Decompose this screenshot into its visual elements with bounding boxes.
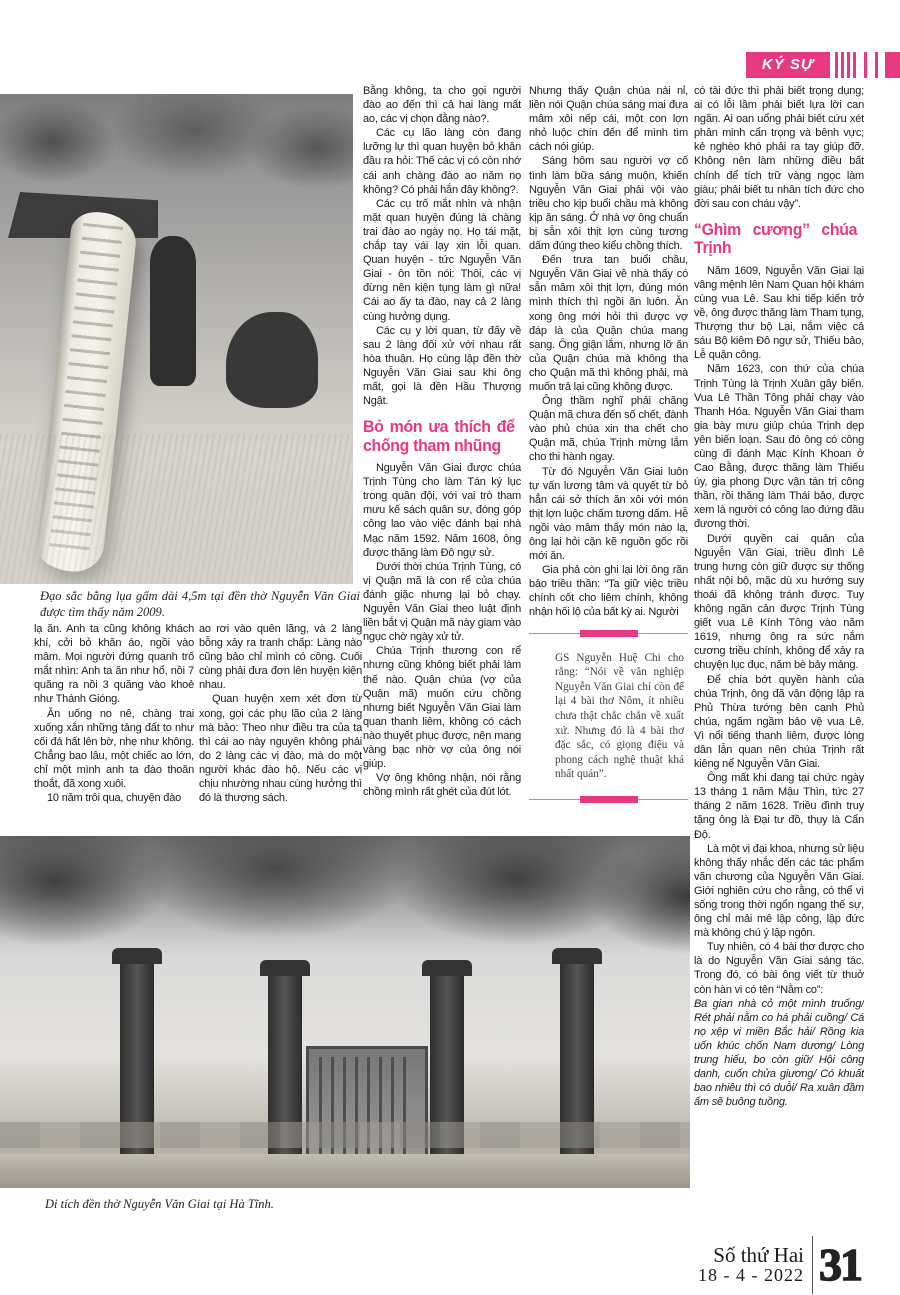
body-paragraph: Tuy nhiên, có 4 bài thơ được cho là do Nguyễn Văn Giai sáng tác. Trong đó, có bài ông viết từ thuở còn hàn vi có tên “Nằm co”: [694,941,864,996]
pillar-cap [112,948,162,964]
photo-crouching-man [226,312,318,408]
body-paragraph: Gia phả còn ghi lại lời ông răn bảo triều thần: “Ta giữ việc triều chính cốt cho liêm chính, không nhận hối lộ của bất kỳ ai. Người [529,564,688,619]
stripe [875,52,878,78]
body-paragraph: 10 năm trôi qua, chuyện đào [47,792,182,805]
body-paragraph: có tài đức thì phải biết trọng dụng; ai có lỗi lầm phải biết lựa lời can ngăn. Ai oan uổng phải biết cứu xét phân minh cẩn trọng và bênh vực; kẻ nghèo khó phải ra tay giúp đỡ. Không nên làm những điều bất chính để tích trữ vàng ngọc làm giàu; phải biết tu nhân tích đức cho đời sau con cháu vậy”. [694,85,864,210]
section-tag: KÝ SỰ [746,52,830,78]
issue-day: Số thứ Hai [713,1243,804,1268]
body-paragraph: Chúa Trịnh thương con rể nhưng cũng không biết phải làm thế nào. Quận chúa (vợ của Quận mã) muốn cứu chồng nhưng biết Nguyễn Văn Giai làm quan thanh liêm, không có cách nào thuyết phục được, nên mang vàng bạc nhờ vợ của ông nói giúp. [363,645,521,771]
body-paragraph: Bằng không, ta cho gọi người đào ao đến thì cả hai làng mất ao, các vị chọn đằng nào?. [363,85,521,126]
temple-wall [0,1122,690,1148]
subheading-bo-mon-ua-thich: Bỏ món ưa thích để chống tham nhũng [363,418,515,455]
body-paragraph: Các cụ lão làng còn đang lưỡng lự thì quan huyện bỏ khăn đầu ra hỏi: Thế các vị có còn nhớ cái anh chàng đào ao năm nọ không? Có phải hắn đây không?. [363,127,521,196]
stripe [835,52,838,78]
body-paragraph: Là một vị đại khoa, nhưng sử liệu không thấy nhắc đến các tác phẩm văn chương của Nguyễn Văn Giai. Giới nghiên cứu cho rằng, có thể vì sống trong thời ngổn ngang thế sự, ông chỉ mải mê lập công, lập đức mà không chú ý lập ngôn. [694,842,864,940]
kicker-stripes-decoration [835,52,881,78]
page-footer [698,1236,861,1294]
body-paragraph: Các cụ y lời quan, từ đấy về sau 2 làng đối xử với nhau rất hòa thuận. Họ cùng lập đền thờ Nguyễn Văn Giai sau khi ông mất, gọi là đền Hầu Thượng Ngật. [363,324,521,408]
text-column-5 [694,84,864,1232]
pillar-cap [422,960,472,976]
kicker-end-block [885,52,900,78]
body-paragraph: Quan huyện xem xét đơn từ xong, gọi các phụ lão của 2 làng mà bảo: Theo như điều tra của ta thì cái ao này nguyên không phải do 2 làng các vị đào, mà do một người khác đào hộ. Nếu các vị chịu nhường nhau cùng hưởng thì đó là thượng sách. [199,693,362,805]
body-paragraph: Dưới quyền cai quản của Nguyễn Văn Giai, triều đình Lê trung hưng còn giữ được sự thống nhất nội bộ, mặc dù xu hướng suy thoái đã không tránh được. Tuy không ngăn cản được Trịnh Tùng giết vua Lê Kính Tông vào năm 1619, nhưng ông ra sức nắm cương triều chính, không để xảy ra chuyện lục đục, năm bè bảy mảng. [694,532,864,672]
rule-accent [580,630,638,637]
photo-ground [0,1154,690,1188]
text-column-left-a [34,622,194,834]
rule-accent [580,796,638,803]
text-column-3 [363,84,521,832]
body-paragraph: Ông mất khi đang tại chức ngày 13 tháng 1 năm Mậu Thìn, tức 27 tháng 2 năm 1628. Triều đình truy tặng ông là Đại tư đồ, thụy là Cẩn Độ. [694,772,864,841]
page-number: 31 [819,1239,861,1290]
issue-info [698,1244,812,1286]
body-paragraph: Dưới thời chúa Trịnh Tùng, có vị Quận mã là con rể của chúa đánh giặc nhưng lại bỏ chạy. Nguyễn Văn Giai theo luật định liền bắt vị Quận mã này giam vào ngục chờ ngày xử tử. [363,560,521,644]
body-paragraph: Nhưng thấy Quận chúa nài nỉ, liền nói Quận chúa sáng mai đưa mâm xôi nếp cái, một con lợn nhỏ luộc chín đến để mình tìm cách nói giúp. [529,85,688,154]
pull-quote-box [529,630,688,803]
body-paragraph: Các cụ trố mắt nhìn và nhận mặt quan huyện đúng là chàng trai đào ao ngày nọ. Họ tái mặt, chắp tay vái lạy xin lỗi quan. Quan huyện - tức Nguyễn Văn Giai - ôn tồn nói: Thôi, các vị đừng nên kiện tụng làm gì nữa! Cái ao ấy ta đào, nay cả 2 làng cùng hưởng dụng. [363,197,521,323]
body-paragraph: Ăn uống no nê, chàng trai xuống xắn những tảng đất to như cối đá hất lên bờ, nhẹ như không. Chẳng bao lâu, một chiếc ao lớn, chỉ một mình anh ta đào thoăn thoắt, đã xong xuôi. [34,707,194,791]
body-paragraph: Nguyễn Văn Giai được chúa Trịnh Tùng cho làm Tán ký lục trong quân đội, với vai trò tham mưu kế sách quân sự, đóng góp công lao vào việc đánh bại nhà Mạc năm 1592. Năm 1608, ông được thăng làm Đô ngự sử. [363,462,521,559]
stripe [853,52,856,78]
photo-temple-gate [0,836,690,1188]
poem-nam-co: Ba gian nhà cỏ một mình truống/ Rét phải nằm co há phải cuồng/ Cá nọ xệp vi miền Bắc hải/ Rồng kia uốn khúc chốn Nam dương/ Lòng trung hiếu, bo còn giữ/ Hội công danh, cuốn chửa giương/ Có khuất bao nhiêu thì có duỗi/ Ra xuân đầm ấm sẽ buông tuồng. [694,997,864,1109]
stripe [841,52,844,78]
body-paragraph: Năm 1623, con thứ của chúa Trịnh Tùng là Trịnh Xuân gây biến. Vua Lê Thần Tông phải chạy vào Thanh Hóa. Nguyễn Văn Giai tham gia bày mưu giúp chúa Trịnh dẹp yên biến loạn. Sau đó ông có công cùng đi đánh Mạc Kính Khoan ở Cao Bằng, được thăng làm Thiếu úy, gia phong Dực vận tán trị công thần, rồi thăng làm Thái bảo, được xem là người có công lao đứng đầu đương thời. [694,363,864,531]
body-paragraph: ao rơi vào quên lãng, và 2 làng bỗng xảy ra tranh chấp: Làng nào cũng bảo chỉ mình có công. Cuối cùng phải đưa đơn lên huyện kiện nhau. [199,623,362,692]
body-paragraph: Đến trưa tan buổi chầu, Nguyễn Văn Giai về nhà thấy có sẵn mâm xôi thịt lợn, đúng món mình thích thì ngồi ăn luôn. Ăn xong ông mới hỏi thì được vợ đáp là của Quận chúa mang sang. Ông giận lắm, nhưng lỡ ăn của Quận chúa mà không tha cho Quận mã thì không phải, mà muốn trả lại cũng không được. [529,254,688,393]
subheading-ghim-cuong-chua-trinh: “Ghìm cương” chúa Trịnh [694,220,858,258]
body-paragraph: lạ ăn. Anh ta cũng không khách khí, cởi bỏ khăn áo, ngồi vào mâm. Mọi người đứng quanh trố mắt nhìn: Anh ta ăn như hổ, nồi 7 quăng ra nồi 3 quăng vào khoẻ như Thánh Gióng. [34,623,194,706]
body-paragraph: Năm 1609, Nguyễn Văn Giai lại vâng mệnh lên Nam Quan hội khám cùng vua Lê. Sau khi tiếp kiến trở về, ông được thăng làm Tham tụng, Thượng thư bộ Lại, nắm việc cả sáu Bộ kiêm Đô ngự sử, Thiếu bảo, Lễ quận công. [694,264,864,362]
photo-silk-decree-scroll [0,94,353,584]
body-paragraph: Từ đó Nguyễn Văn Giai luôn tự vấn lương tâm và quyết từ bỏ hẳn cái sở thích ăn xôi với món thịt lợn luộc chấm tương dấm. Hễ ngồi vào mâm thấy món nào lạ, ông lại hỏi cặn kẽ nguồn gốc rồi mới ăn. [529,465,688,563]
body-paragraph: Để chia bớt quyền hành của chúa Trịnh, ông đã vận động lập ra Phủ Thừa tướng bên cạnh Phủ chúa, ngấm ngầm bảo vệ vua Lê. Vì nổi tiếng thanh liêm, được lòng dân lẫn quan nên chúa Trịnh rất kiêng nể Nguyễn Văn Giai. [694,673,864,771]
body-paragraph: Vợ ông không nhận, nói rằng chồng mình rất ghét của đút lót. [363,772,521,799]
issue-date: 18 - 4 - 2022 [698,1265,804,1286]
pull-quote-rule-top [529,630,688,637]
section-kicker [746,52,900,78]
stripe [847,52,850,78]
pull-quote-text: GS Nguyễn Huệ Chi cho rằng: “Nói về văn nghiệp Nguyễn Văn Giai chỉ còn để lại 4 bài thơ Nôm, ít nhiều chưa thật chắc chắn về xuất xứ. Nhưng đó là 4 bài thơ đặc sắc, có giọng điệu và phong cách nghệ thuật khá nhất quán”. [555,651,684,781]
photo-ground [0,434,353,584]
pillar-cap [260,960,310,976]
pillar-cap [552,948,602,964]
photo-caption-top: Đạo sắc bằng lụa gấm dài 4,5m tại đền thờ Nguyễn Văn Giai được tìm thấy năm 2009. [40,589,360,620]
pull-quote-rule-bottom [529,796,688,803]
body-paragraph: Ông thầm nghĩ phải chăng Quận mã chưa đến số chết, đành vào phủ chúa xin tha chết cho Quận mã, chúa Trịnh mừng lắm cho thi hành ngay. [529,395,688,464]
text-column-left-b [199,622,362,834]
text-column-4 [529,84,688,832]
stripe [864,52,867,78]
photo-standing-man [150,236,196,386]
photo-caption-bottom: Di tích đền thờ Nguyễn Văn Giai tại Hà Tĩnh. [45,1197,274,1211]
body-paragraph: Sáng hôm sau người vợ cố tình làm bữa sáng muộn, khiến Nguyễn Văn Giai phải vội vào triều cho kịp buổi chầu mà không kịp ăn sáng. Ở nhà vợ ông chuẩn bị sẵn xôi thịt lợn cùng tương dấm đúng theo kiểu chồng thích. [529,155,688,253]
